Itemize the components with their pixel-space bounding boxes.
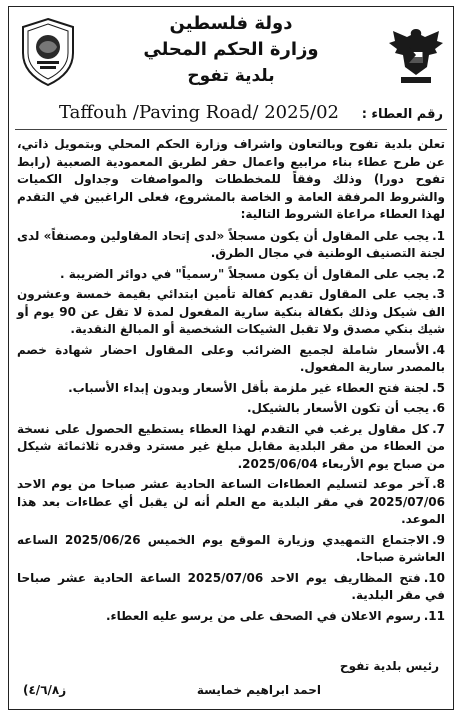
country-title: دولة فلسطين bbox=[169, 13, 293, 34]
signature-title: رئيس بلدية تفوح bbox=[339, 659, 439, 673]
item-text: آخر موعد لتسليم العطاءات الساعة الحادية عشر صباحا من يوم الاحد 2025/07/06 في مقر البلدية مع العلم أنه لن يقبل أي عطاءات بعد هذا الموعد. bbox=[17, 477, 445, 526]
tender-number-label: رقم العطاء : bbox=[361, 107, 443, 122]
signatory-name: احمد ابراهيم خمايسة bbox=[196, 683, 321, 697]
item-text: يجب على المقاول أن يكون مسجلاً "رسمياً" في دوائر الضريبة . bbox=[60, 266, 430, 281]
tender-number-line bbox=[15, 101, 447, 130]
item-text: لجنة فتح العطاء غير ملزمة بأقل الأسعار وبدون إبداء الأسباب. bbox=[68, 380, 430, 395]
list-item bbox=[17, 228, 445, 263]
announcement-page bbox=[8, 6, 454, 710]
item-text: فتح المظاريف يوم الاحد 2025/07/06 الساعة الحادية عشر صباحا في مقر البلدية. bbox=[17, 570, 445, 602]
item-number: 2. bbox=[432, 266, 445, 281]
item-number: 8. bbox=[432, 477, 445, 491]
item-number: 10. bbox=[423, 570, 445, 585]
header bbox=[9, 7, 453, 99]
item-text: يجب أن تكون الأسعار بالشيكل. bbox=[246, 401, 430, 415]
item-text: يجب على المقاول تقديم كفالة تأمين ابتدائي بقيمة خمسة وعشرون الف شيكل وذلك بكفالة بنكية سارية المفعول لمدة لا تقل عن 90 يوم أو شيك بنكي مصدق ولا تقبل الشيكات الشخصية أو المبالغ النقدية. bbox=[17, 287, 445, 336]
list-item bbox=[17, 532, 445, 567]
list-item bbox=[17, 286, 445, 339]
reference-code: ز٤/٦/٨) bbox=[23, 683, 67, 697]
item-number: 3. bbox=[432, 287, 445, 301]
list-item bbox=[17, 266, 445, 284]
item-number: 7. bbox=[432, 421, 445, 436]
item-number: 4. bbox=[432, 342, 445, 357]
item-text: الأسعار شاملة لجميع الضرائب وعلى المقاول احضار شهادة خصم بالمصدر سارية المفعول. bbox=[17, 342, 445, 374]
tender-number: Taffouh /Paving Road/ 2025/02 bbox=[59, 102, 339, 123]
intro-paragraph: تعلن بلدية تفوح وبالتعاون واشراف وزارة الحكم المحلي وبتمويل ذاتي، عن طرح عطاء بناء مرابيع واعمال حفر لطريق المعمودية الصعبية (رابط تفوح دورا) وذلك وفقاً للمخططات والمواصفات وجداول الكميات والشروط المرفقة العامة و الخاصة بالمشروع، فعلى الراغبين في التقدم لهذا العطاء مراعاة الشروط التالية: bbox=[17, 137, 445, 221]
list-item bbox=[17, 421, 445, 474]
palestine-eagle-emblem-icon bbox=[387, 23, 445, 89]
municipality-title: بلدية تفوح bbox=[187, 66, 275, 86]
item-text: رسوم الاعلان في الصحف على من يرسو عليه العطاء. bbox=[105, 608, 421, 623]
announcement-body bbox=[9, 130, 453, 625]
item-number: 5. bbox=[432, 380, 445, 395]
signature-block bbox=[340, 655, 439, 677]
municipality-seal-icon bbox=[17, 17, 79, 87]
list-item bbox=[17, 380, 445, 398]
list-item bbox=[17, 570, 445, 605]
ministry-title: وزارة الحكم المحلي bbox=[143, 39, 319, 60]
list-item bbox=[17, 342, 445, 377]
header-titles bbox=[89, 11, 373, 89]
item-text: كل مقاول يرغب في التقدم لهذا العطاء يستطيع الحصول على نسخة من العطاء من مقر البلدية مقابل مبلغ غير مسترد وقدره ثلاثمائة شيكل من صباح يوم الأربعاء 2025/06/04. bbox=[17, 421, 445, 471]
item-number: 9. bbox=[432, 532, 445, 547]
list-item bbox=[17, 400, 445, 418]
list-item bbox=[17, 608, 445, 626]
item-text: يجب على المقاول أن يكون مسجلاً «لدى إتحاد المقاولين ومصنفاً» لدى لجنة التصنيف الوطنية في مجال الطرق. bbox=[16, 228, 445, 260]
item-number: 6. bbox=[432, 401, 445, 415]
item-number: 11. bbox=[423, 608, 445, 623]
footer bbox=[21, 683, 441, 703]
list-item bbox=[17, 476, 445, 529]
item-number: 1. bbox=[432, 228, 445, 243]
item-text: الاجتماع التمهيدي وزيارة الموقع يوم الخميس 2025/06/26 الساعه العاشرة صباحا. bbox=[17, 532, 445, 564]
